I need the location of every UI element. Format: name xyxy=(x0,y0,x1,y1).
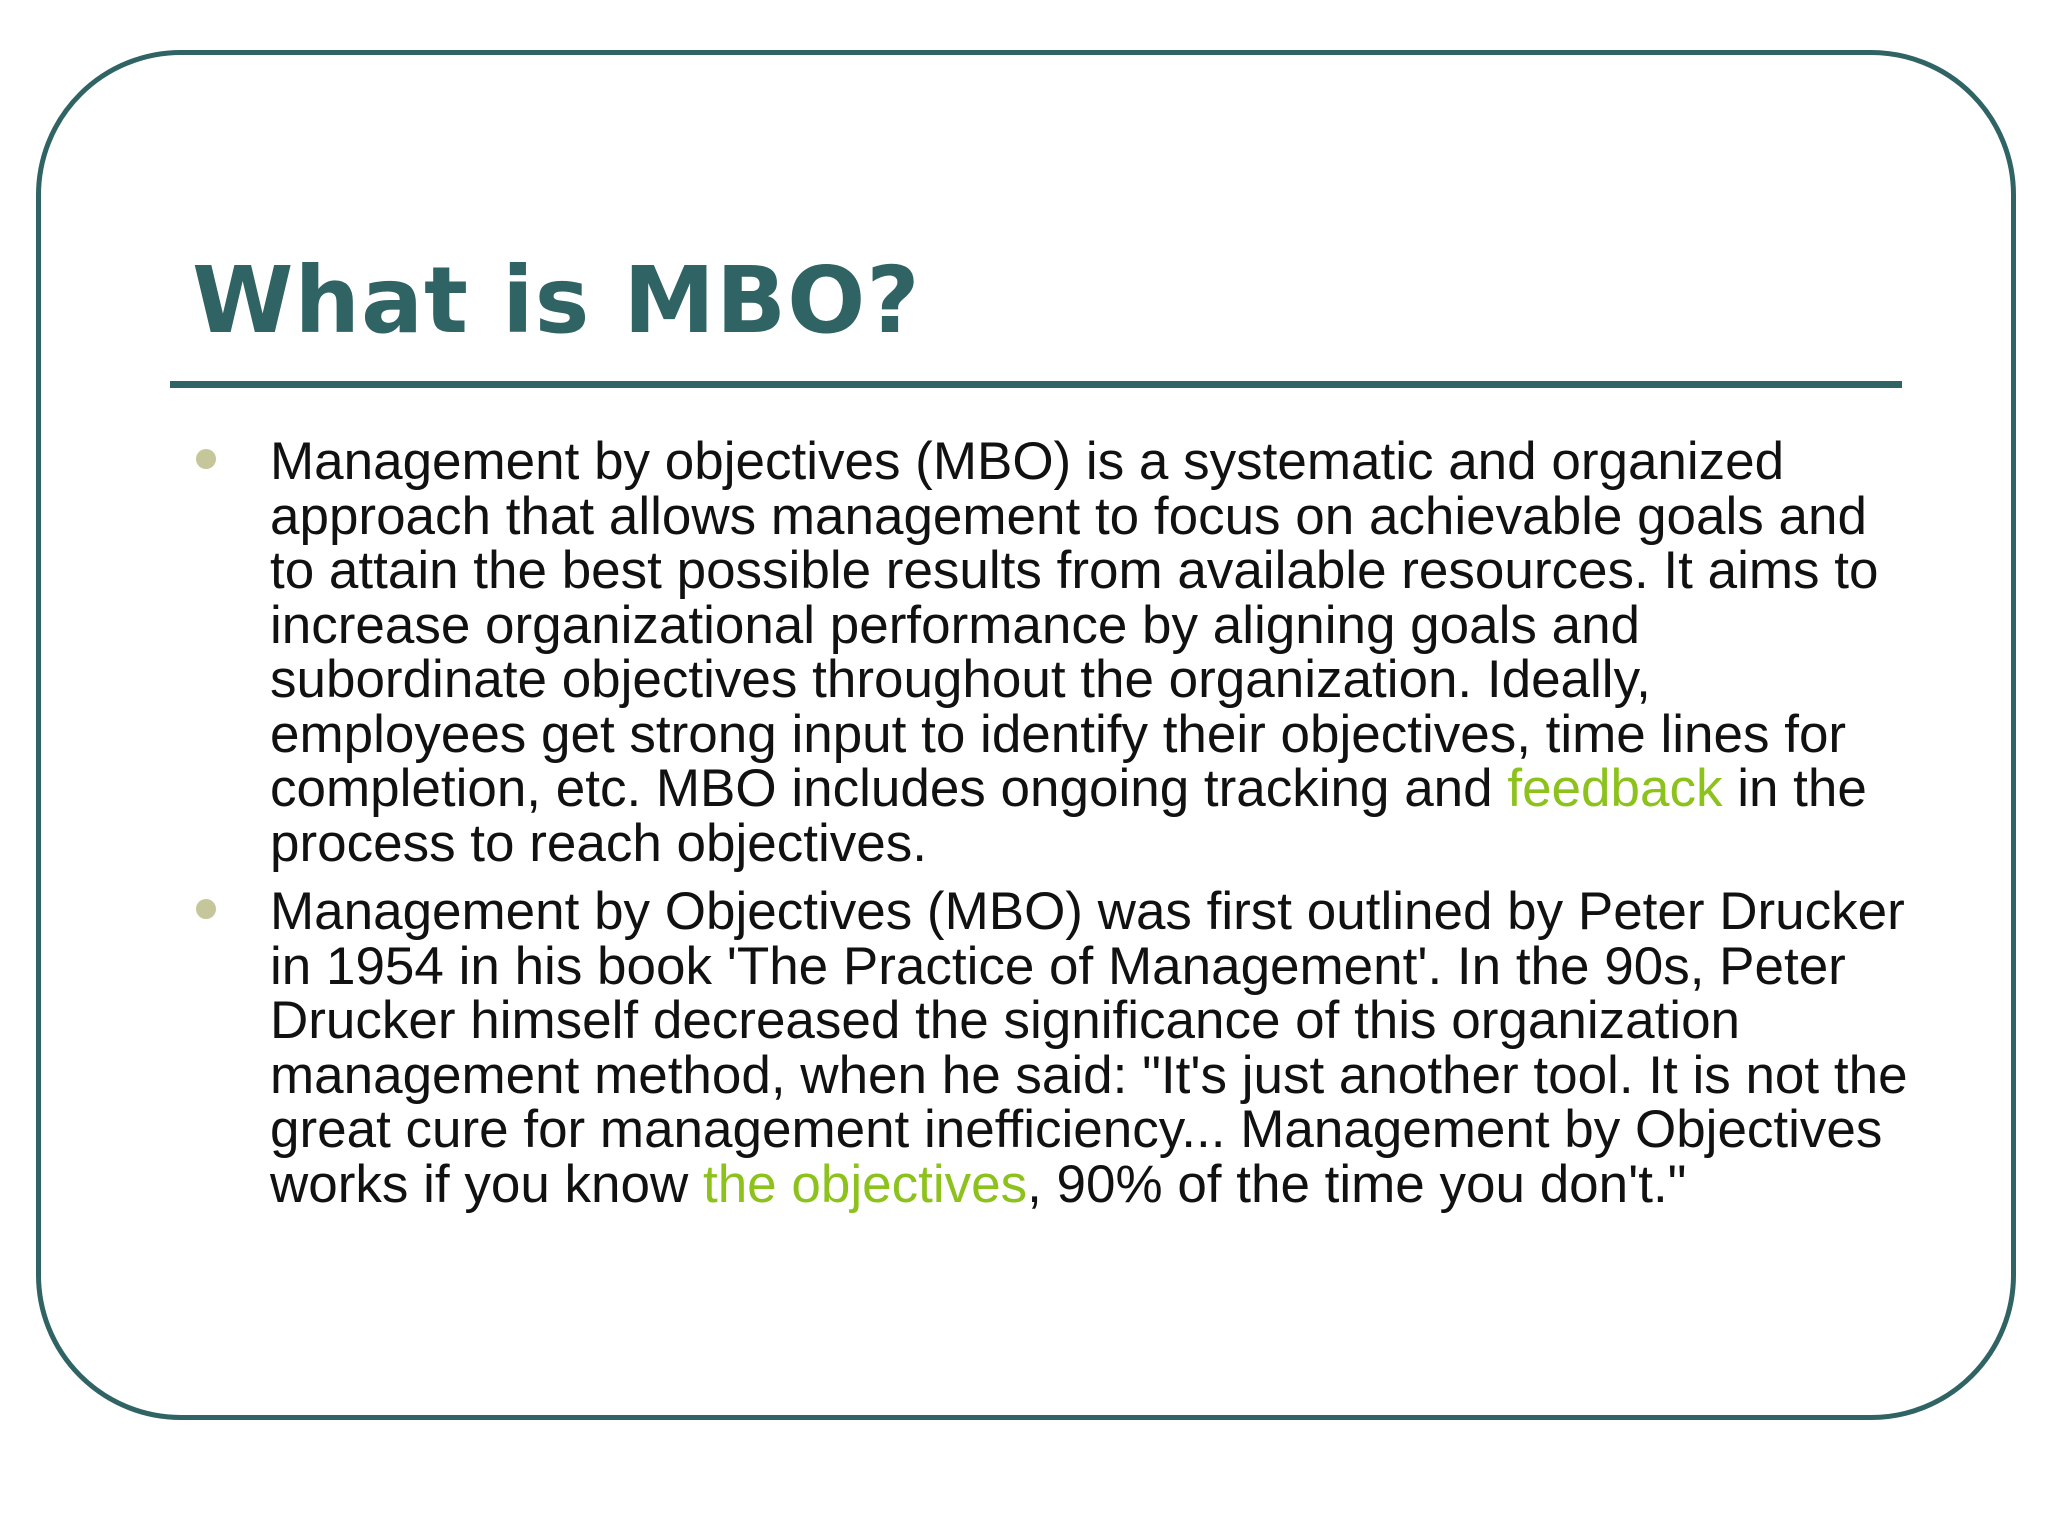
bullet-item-definition xyxy=(192,432,1912,873)
bullet-list xyxy=(192,432,1912,1226)
slide-title: What is MBO? xyxy=(192,247,921,354)
bullet-text: Management by objectives (MBO) is a systematic and organized approach that allows management to focus on achievable goals and to attain the best possible results from available resources. It aims to increase organizational performance by aligning goals and subordinate objectives throughout the organization. Ideally, employees get strong input to identify their objectives, time lines for completion, etc. MBO includes ongoing tracking and xyxy=(270,432,1879,818)
title-divider xyxy=(170,381,1902,388)
the-objectives-link[interactable]: the objectives xyxy=(702,1154,1028,1214)
bullet-text: , 90% of the time you don't." xyxy=(1027,1154,1687,1214)
bullet-dot-icon xyxy=(196,449,216,469)
bullet-text: in the process to reach objectives. xyxy=(270,759,1867,873)
bullet-item-history xyxy=(192,882,1912,1214)
feedback-link[interactable]: feedback xyxy=(1507,759,1723,818)
bullet-text: Management by Objectives (MBO) was first outlined by Peter Drucker in 1954 in his book 'The Practice of Management'. In the 90s, Peter Drucker himself decreased the significance of this organization management method, when he said: "It's just another tool. It is not the great cure for management inefficiency... Management by Objectives works if you know xyxy=(270,882,1908,1214)
bullet-dot-icon xyxy=(196,899,216,919)
